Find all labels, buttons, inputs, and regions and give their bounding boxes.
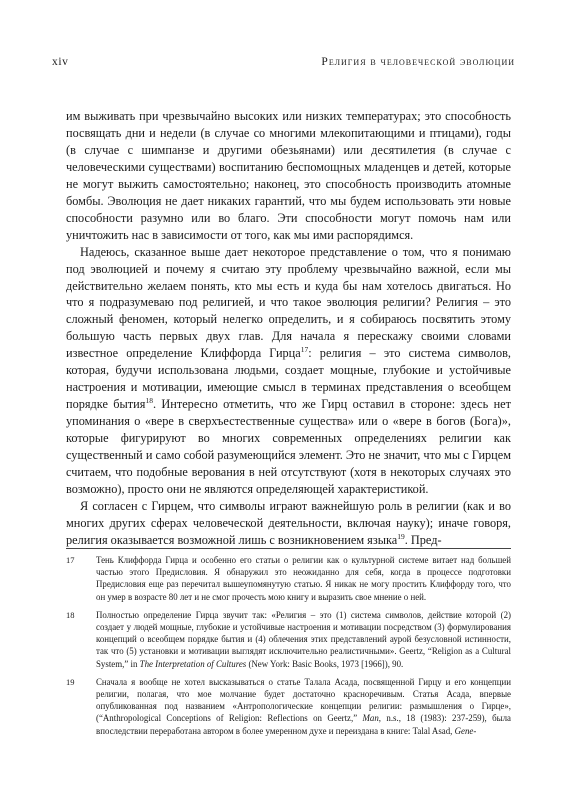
footnote-17 <box>66 554 511 603</box>
footnote-ref-18[interactable]: 18 <box>145 396 153 406</box>
main-text <box>66 108 511 549</box>
footnote-text: Сначала я вообще не хотел высказываться о статье Талала Асада, посвященной Гирцу и его концепции религии, полагая, что мое молчание будет достаточно красноречивым. Статья Асада, впервые опубликованная под названием «Антропологические концепции религии: размышления о Гирце», (“Anthropological Conceptions of Religion: Reflections on Geertz,” Man, n.s., 18 (1983): 237-259), была впоследствии переработана автором в более умеренном духе и переиздана в книге: Talal Asad, Gene- <box>96 676 511 736</box>
footnote-18 <box>66 609 511 670</box>
footnotes <box>66 554 511 743</box>
footnote-text: Полностью определение Гирца звучит так: «Религия – это (1) система символов, действие которой (2) создает у людей мощные, глубокие и устойчивые настроения и мотивации посредством (3) формулирования концепций о всеобщем порядке бытия и (4) облечения этих представлений аурой безусловной истинности, так что (5) установки и мотивации выглядят исключительно реалистичными». Geertz, “Religion as a Cultural System,” in The Interpretation of Cultures (New York: Basic Books, 1973 [1966]), 90. <box>96 609 511 669</box>
page-header <box>52 56 515 68</box>
paragraph-3: Я согласен с Гирцем, что символы играют важнейшую роль в религии (как и во многих других сферах человеческой деятельности, включая науку); иначе говоря, религия оказывается возможной лишь с возникновением языка$^{19}$. Пред- <box>66 498 511 547</box>
footnote-number: 18 <box>66 609 75 620</box>
page-number: xiv <box>52 56 69 68</box>
footnote-text: Тень Клиффорда Гирца и особенно его статьи о религии как о культурной системе витает над большей частью этого Предисловия. Я обнаружил это неожиданно для себя, когда в процессе подготовки Предисловия еще раз перечитал вышеупомянутую статью. Я никак не могу простить Клиффорду того, что он умер в возрасте 80 лет и не смог прочесть мою книгу и выразить свое мнение о ней. <box>96 555 511 602</box>
running-title: Религия в человеческой эволюции <box>321 56 515 68</box>
footnote-number: 19 <box>66 676 75 687</box>
footnote-19 <box>66 676 511 737</box>
footnote-number: 17 <box>66 555 75 565</box>
footnote-divider <box>66 548 511 549</box>
paragraph-2: Надеюсь, сказанное выше дает некоторое представление о том, что я понимаю под эволюцией и почему я считаю эту проблему чрезвычайно важной, если мы действительно желаем понять, кто мы есть и куда бы нам хотелось двигаться. Но что я подразумеваю под религией, и что такое эволюция религии? Религия – это сложный феномен, который нелегко определить, и я собираюсь посвятить этому большую часть первых двух глав. Для начала я перескажу своими словами известное определение Клиффорда Гирца$^{17}$: религия – это система символов, которая, будучи использована людьми, создает мощные, глубокие и устойчивые настроения и мотивации, имеющие смысл в терминах представления о всеобщем порядке бытия$^{18}$. Интересно отметить, что же Гирц оставил в стороне: здесь нет упоминания о «вере в сверхъестественные существа» или о «вере в богов (Бога)», которые фигурируют во многих современных определениях религии как существенный и само собой разумеющийся элемент. Это не значит, что мы с Гирцем считаем, что подобные верования в ней отсутствуют (хотя в некоторых случаях это возможно), просто они не являются определяющей характеристикой. <box>66 244 511 496</box>
paragraph-1: им выживать при чрезвычайно высоких или низких температурах; это способность посвящать дни и недели (в случае со многими млекопитающими и птицами), годы (в случае с шимпанзе и другими обезьянами) или десятилетия (в случае с человеческими существами) воспитанию беспомощных младенцев и детей, которые не могут выжить самостоятельно; наконец, это способность производить атомные бомбы. Эволюция не дает никаких гарантий, что мы будем использовать эти новые способности разумно или во благо. Эти способности могут помочь нам или уничтожить нас в зависимости от того, как мы ими распорядимся. <box>66 109 511 242</box>
footnote-ref-19[interactable]: 19 <box>397 531 405 541</box>
footnote-ref-17[interactable]: 17 <box>300 345 309 355</box>
